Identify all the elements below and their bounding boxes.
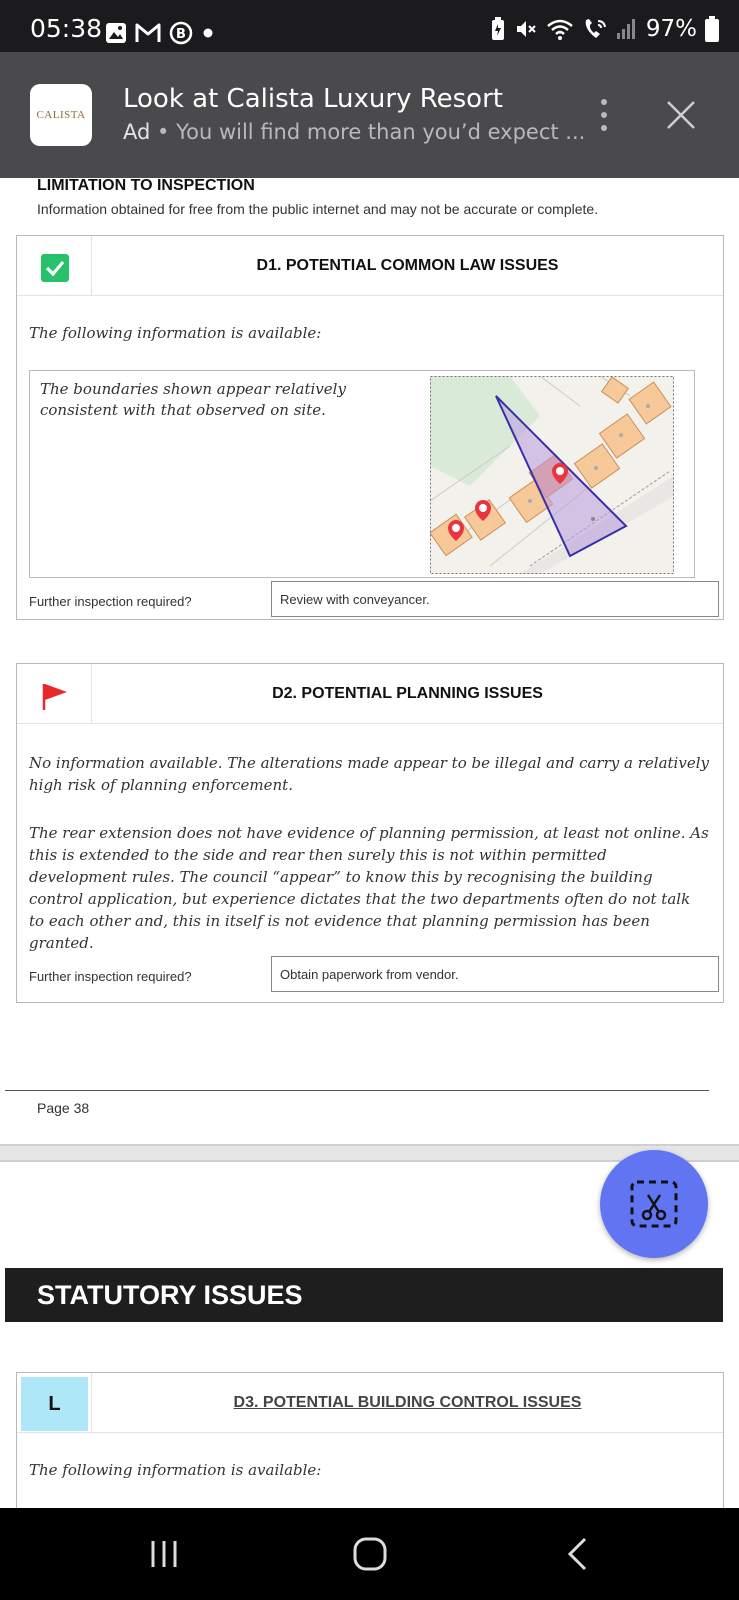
limitation-title: LIMITATION TO INSPECTION bbox=[37, 178, 255, 194]
back-icon[interactable] bbox=[563, 1536, 593, 1572]
section-d1-field-value: Review with conveyancer. bbox=[271, 581, 719, 617]
boundary-map bbox=[430, 376, 674, 574]
section-d2-field-label: Further inspection required? bbox=[29, 969, 192, 984]
dot-icon bbox=[201, 26, 215, 40]
section-d3-intro: The following information is available: bbox=[29, 1461, 322, 1479]
svg-text:B: B bbox=[176, 27, 186, 42]
section-d2-heading: D2. POTENTIAL PLANNING ISSUES bbox=[92, 664, 723, 724]
wifi-icon bbox=[546, 17, 574, 41]
b-app-icon bbox=[169, 21, 193, 45]
screenshot-scissors-icon bbox=[629, 1179, 679, 1229]
more-options-icon[interactable] bbox=[597, 98, 611, 132]
wifi-call-icon bbox=[582, 17, 608, 41]
navigation-bar bbox=[0, 1508, 739, 1600]
gmail-icon bbox=[135, 22, 161, 44]
section-d1-icon-cell bbox=[17, 236, 92, 296]
ad-logo-text: CALISTA bbox=[36, 109, 86, 121]
status-badge: L bbox=[21, 1377, 88, 1431]
section-d2-icon-cell bbox=[17, 664, 92, 724]
close-icon[interactable] bbox=[664, 98, 698, 132]
section-d2-para2: The rear extension does not have evidence of planning permission, at least not online. As this is extended to the side and rear then surely this is not within permitted development rules. The council “appear” to know this by recognising the building control application, but experience dictates that the two departments often do not talk to each other and, this in itself is not evidence that planning permission has been granted. bbox=[29, 824, 709, 952]
ad-logo[interactable] bbox=[30, 84, 92, 146]
ad-text: You will find more than you’d expect ... bbox=[176, 120, 586, 144]
section-d3-icon-cell bbox=[17, 1373, 92, 1433]
section-d2 bbox=[16, 663, 724, 1003]
ad-title[interactable]: Look at Calista Luxury Resort bbox=[123, 84, 503, 114]
section-d2-para1: No information available. The alterations made appear to be illegal and carry a relatively high risk of planning enforcement. bbox=[29, 754, 709, 794]
gallery-icon bbox=[105, 22, 127, 44]
section-d1-body: The boundaries shown appear relatively consistent with that observed on site. bbox=[40, 380, 346, 419]
recent-apps-icon[interactable] bbox=[147, 1537, 181, 1571]
screenshot-fab[interactable] bbox=[600, 1150, 708, 1258]
limitation-text: Information obtained for free from the public internet and may not be accurate or complete. bbox=[37, 201, 599, 217]
status-time: 05:38 bbox=[30, 14, 103, 43]
battery-saver-icon bbox=[490, 17, 506, 41]
green-check-icon bbox=[41, 254, 69, 282]
battery-percentage: 97% bbox=[645, 16, 697, 42]
section-d1-heading: D1. POTENTIAL COMMON LAW ISSUES bbox=[92, 236, 723, 296]
status-bar bbox=[0, 0, 739, 52]
signal-icon bbox=[616, 17, 638, 41]
ad-subtitle[interactable] bbox=[123, 120, 585, 144]
section-d1 bbox=[16, 235, 724, 620]
ad-separator: • bbox=[157, 120, 170, 144]
section-d2-field-value: Obtain paperwork from vendor. bbox=[271, 956, 719, 992]
red-flag-icon bbox=[41, 682, 69, 712]
section-d3-heading[interactable]: D3. POTENTIAL BUILDING CONTROL ISSUES bbox=[92, 1373, 723, 1433]
page-number: Page 38 bbox=[37, 1100, 90, 1116]
ad-banner[interactable] bbox=[0, 52, 739, 178]
battery-icon bbox=[705, 16, 719, 42]
statutory-issues-band: STATUTORY ISSUES bbox=[5, 1268, 723, 1322]
section-d1-content-box bbox=[29, 370, 695, 578]
mute-icon bbox=[514, 17, 538, 41]
ad-label: Ad bbox=[123, 120, 151, 144]
section-d3 bbox=[16, 1372, 724, 1508]
section-d1-intro: The following information is available: bbox=[29, 324, 322, 342]
section-d1-field-label: Further inspection required? bbox=[29, 594, 192, 609]
page-rule bbox=[5, 1090, 709, 1091]
document-viewer[interactable] bbox=[0, 178, 739, 1508]
home-icon[interactable] bbox=[352, 1536, 388, 1572]
